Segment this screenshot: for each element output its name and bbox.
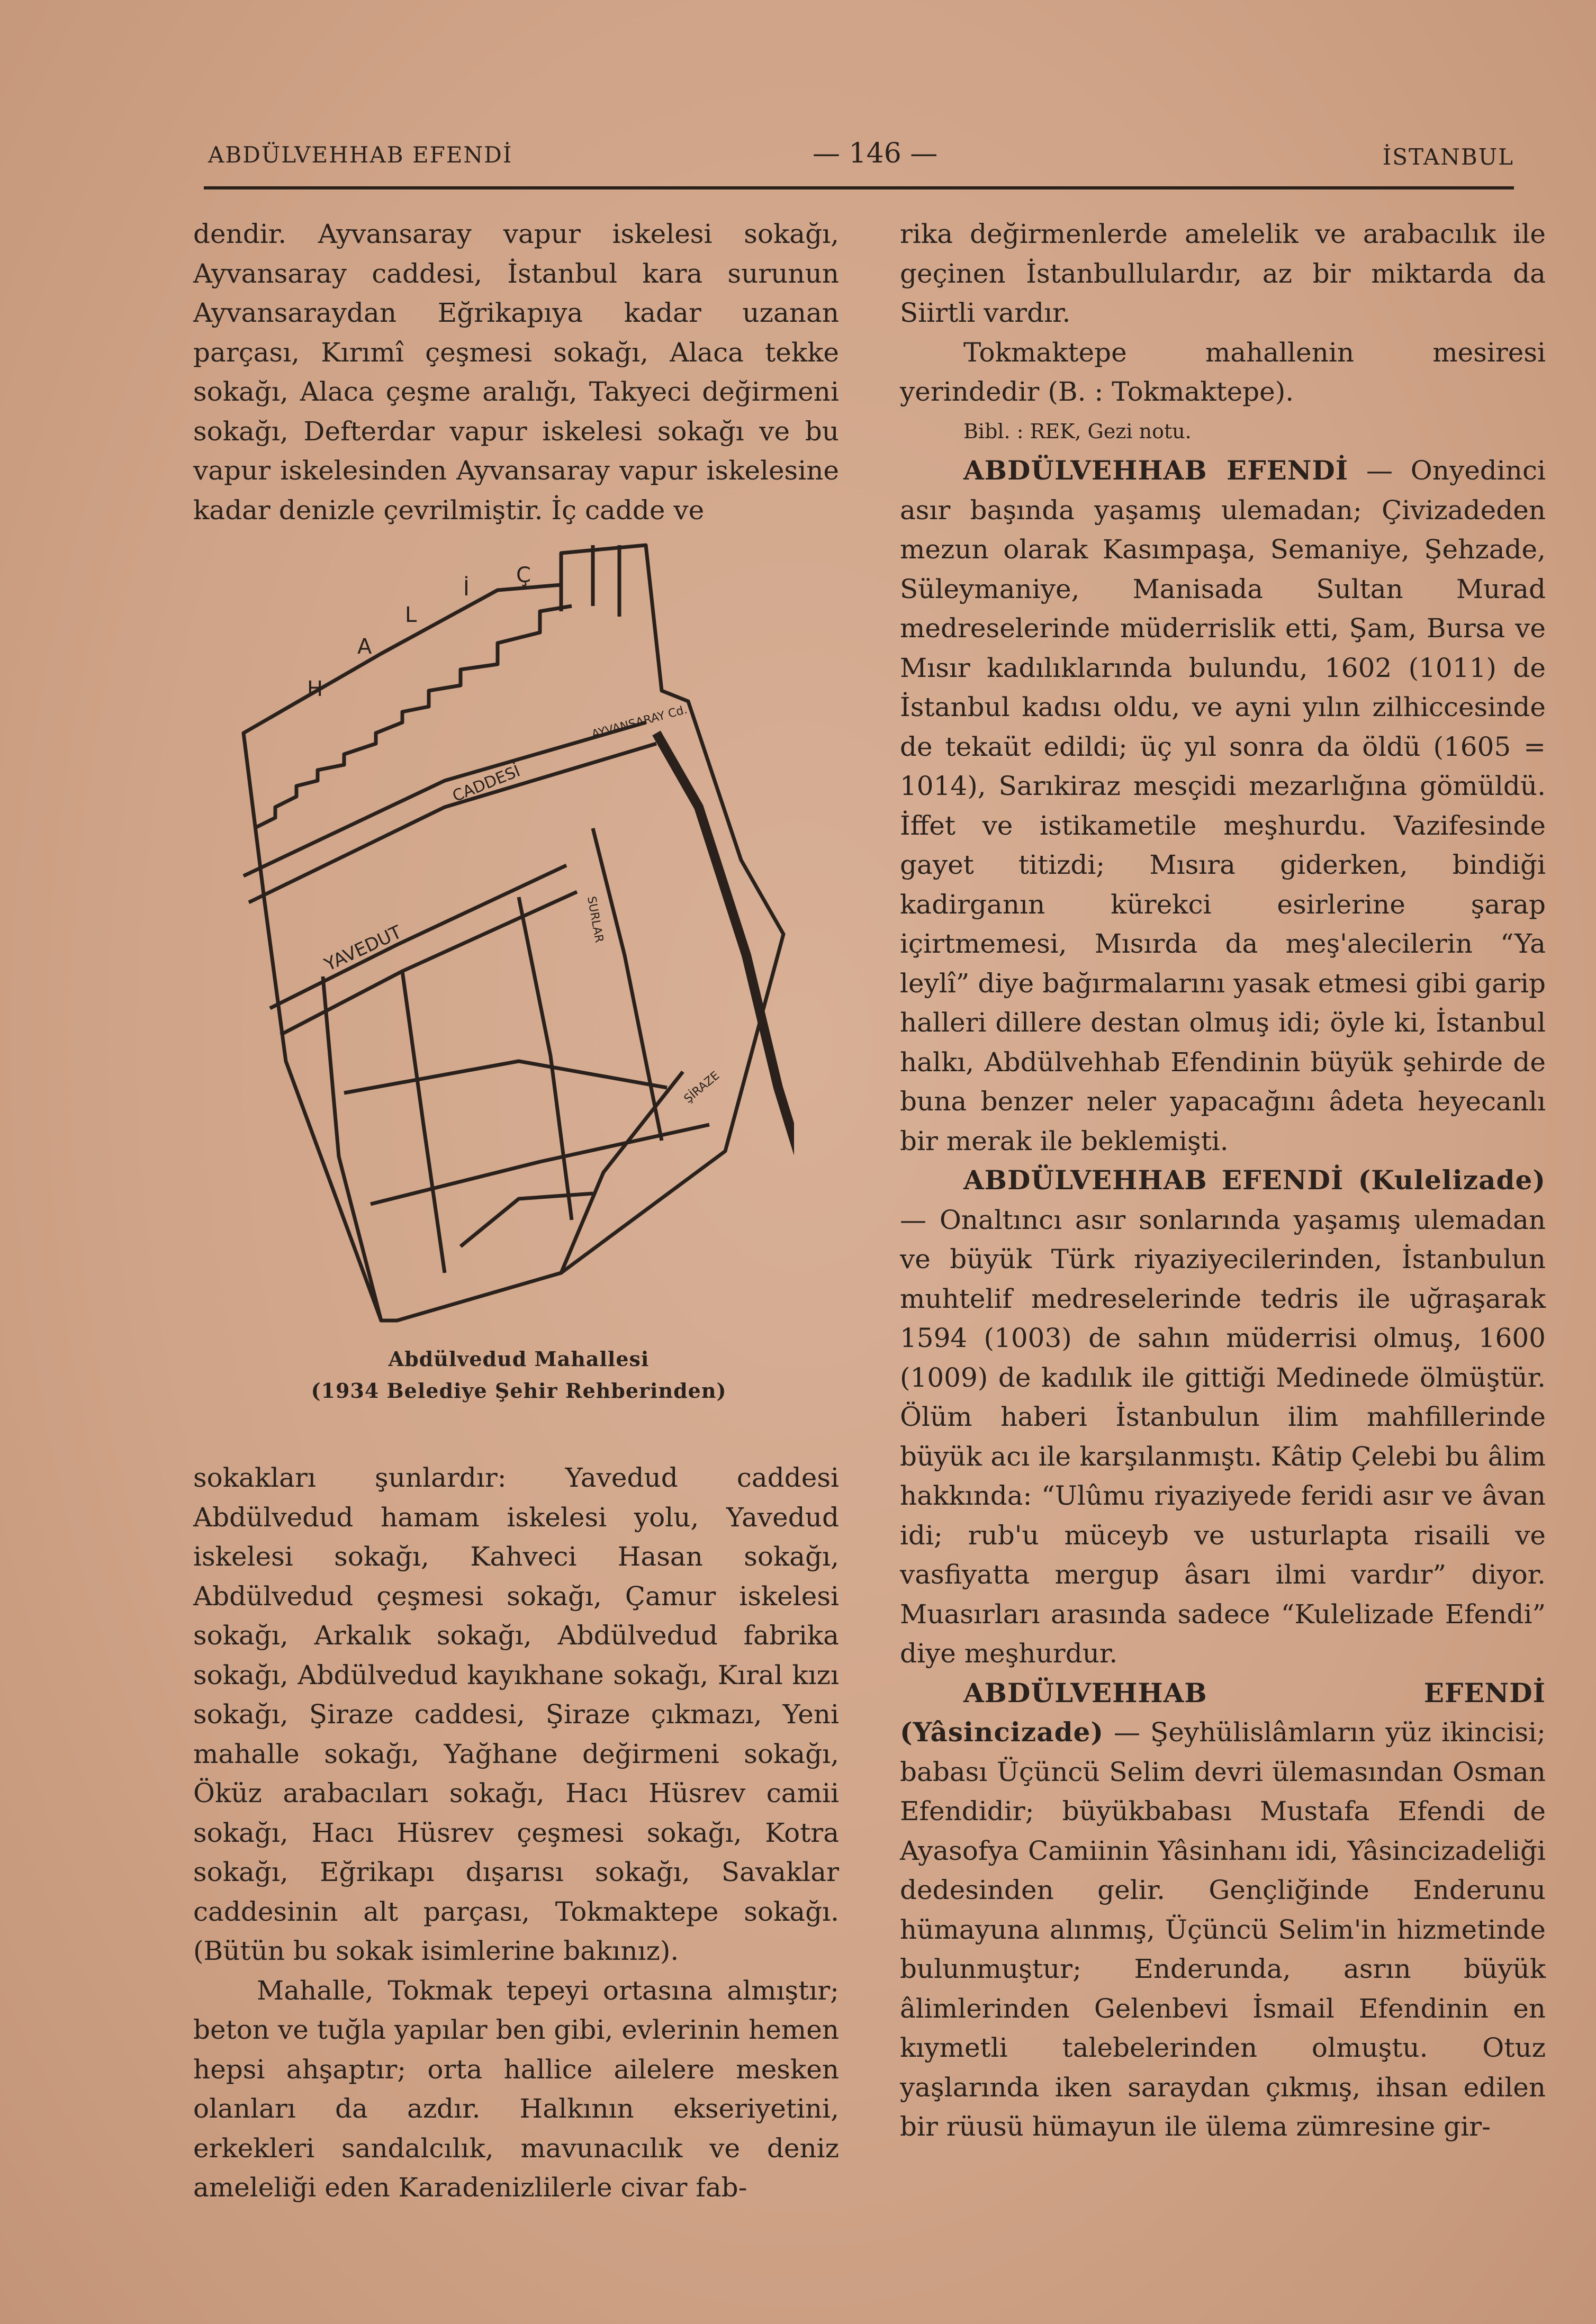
running-head-left: ABDÜLVEHHAB EFENDİ xyxy=(208,142,513,168)
map-label-caddesi: CADDESİ xyxy=(449,762,523,806)
map-street xyxy=(593,828,662,1141)
map-figure xyxy=(222,532,794,1342)
paragraph: Mahalle, Tokmak tepeyi ortasına almıştır; beton ve tuğla yapılar ben gibi, evlerinin hemen hepsi ahşaptır; orta hallice ailelere mesken olanları da azdır. Halkının ekseriyetini, erkekleri sandalcılık, mavunacılık ve deniz ameleliği eden Karadenizlilerle civar fab- xyxy=(193,1975,839,2203)
paragraph: Tokmaktepe mahallenin mesiresi yerindedir (B. : Tokmaktepe). xyxy=(900,337,1546,407)
map-street xyxy=(461,1193,593,1246)
paragraph: rika değirmenlerde amelelik ve arabacılık ile geçinen İstanbullulardır, az bir miktarda da Siirtli vardır. xyxy=(900,219,1546,328)
entry-text: — Onyedinci asır başında yaşamış ulemadan; Çivizadeden mezun olarak Kasımpaşa, Semaniye, Şehzade, Süleymaniye, Manisada Sultan Murad medreselerinde müderrislik etti, Şam, Bursa ve Mısır kadılıklarında bulundu, 1602 (1011) de İstanbul kadısı oldu, ve ayni yılın zilhiccesinde de tekaüt edildi; üç yıl sonra da öldü (1605 = 1014), Sarıkiraz mesçidi mezarlığına gömüldü. İffet ve istikametile meşhurdu. Vazifesinde gayet titizdi; Mısıra giderken, bindiği kadirganın kürekci esirlerine şarap içirtmemesi, Mısırda da meş'alecilerin “Ya leylî” diye bağırmalarını yasak etmesi gibi garip halleri dillere destan olmuş idi; öyle ki, İstanbul halkı, Abdülvehhab Efendinin büyük şehirde de buna benzer neler yapacağını âdeta heyecanlı bir merak ile beklemişti. xyxy=(900,455,1546,1156)
map-label-side1: SURLAR xyxy=(584,895,606,944)
entry-text: — Onaltıncı asır sonlarında yaşamış ulemadan ve büyük Türk riyaziyecilerinden, İstanbulun muhtelif medreselerinde tedris ile uğraşarak 1594 (1003) de sahın müderrisi olmuş, 1600 (1009) de kadılık ile gittiği Medinede ölmüştür. Ölüm haberi İstanbulun ilim mahfillerinde büyük acı ile karşılanmıştı. Kâtip Çelebi bu âlim hakkında: “Ulûmu riyaziyede feridi asır ve âvan idi; rub'u müceyb ve usturlapta risaili ve vasfiyatta mergup âsarı ilmi vardır” diyor. Muasırları arasında sadece “Kulelizade Efendi” diye meşhurdur. xyxy=(900,1204,1546,1669)
header-rule xyxy=(204,186,1514,189)
right-column xyxy=(900,214,1546,2147)
entry-text: — Şeyhülislâmların yüz ikincisi; babası Üçüncü Selim devri ülemasından Osman Efendidir; büyükbabası Mustafa Efendi de Ayasofya Camiinin Yâsinhanı idi, Yâsincizadeliği dedesinden gelir. Gençliğinde Enderunu hümayuna alınmış, Üçüncü Selim'in hizmetinde bulunmuştur; Enderunda, asrın büyük âlimlerinden Gelenbevi İsmail Efendinin en kıymetli talebelerinden olmuştu. Otuz yaşlarında iken saraydan çıkmış, ihsan edilen bir rüusü hümayun ile ülema zümresine gir- xyxy=(900,1717,1546,2142)
map-caption-title: Abdülvedud Mahallesi xyxy=(388,1347,650,1371)
entry-title: ABDÜLVEHHAB EFENDİ xyxy=(963,455,1349,486)
map-street xyxy=(402,971,445,1273)
page-number: — 146 — xyxy=(813,138,938,169)
entry-title: ABDÜLVEHHAB EFENDİ (Kulelizade) xyxy=(963,1164,1546,1196)
map-street xyxy=(519,897,572,1220)
entry-abdulvehhab-yasincizade xyxy=(900,1674,1546,2147)
map-label-halic: H A L İ Ç xyxy=(307,563,531,701)
left-column-bottom xyxy=(193,1458,839,2208)
map-label-ayvansaray: AYVANSARAY Cd. xyxy=(590,703,689,741)
map-road xyxy=(249,744,656,902)
paragraph: dendir. Ayvansaray vapur iskelesi sokağı, Ayvansaray caddesi, İstanbul kara surunun Ayvansaraydan Eğrikapıya kadar uzanan parçası, Kırımî çeşmesi sokağı, Alaca tekke sokağı, Alaca çeşme aralığı, Takyeci değirmeni sokağı, Defterdar vapur iskelesi sokağı ve bu vapur iskelesinden Ayvansaray vapur iskelesine kadar denizle çevrilmiştir. İç cadde ve xyxy=(193,219,839,526)
entry-title: ABDÜLVEHHAB EFENDİ (Yâsincizade) xyxy=(900,1677,1546,1748)
map-street xyxy=(561,1072,683,1273)
map-caption-source: (1934 Belediye Şehir Rehberinden) xyxy=(311,1379,727,1403)
page-header xyxy=(204,138,1514,175)
left-column-top xyxy=(193,214,839,530)
map-road xyxy=(244,722,646,876)
city-wall xyxy=(656,733,794,1156)
entry-abdulvehhab-kulelizade xyxy=(900,1161,1546,1674)
map-label-side2: ŞİRAZE xyxy=(681,1069,723,1106)
running-head-right: İSTANBUL xyxy=(1382,144,1514,170)
map-street xyxy=(323,976,381,1321)
paragraph: sokakları şunlardır: Yavedud caddesi Abdülvedud hamam iskelesi yolu, Yavedud iskelesi sokağı, Kahveci Hasan sokağı, Abdülvedud çeşmesi sokağı, Çamur iskelesi sokağı, Arkalık sokağı, Abdülvedud fabrika sokağı, Abdülvedud kayıkhane sokağı, Kıral kızı sokağı, Şiraze caddesi, Şiraze çıkmazı, Yeni mahalle sokağı, Yağhane değirmeni sokağı, Öküz arabacıları sokağı, Hacı Hüsrev camii sokağı, Hacı Hüsrev çeşmesi sokağı, Kotra sokağı, Eğrikapı dışarısı sokağı, Savaklar caddesinin alt parçası, Tokmaktepe sokağı. (Bütün bu sokak isimlerine bakınız). xyxy=(193,1462,839,1966)
neighborhood-map xyxy=(222,532,794,1342)
entry-abdulvehhab-1 xyxy=(900,451,1546,1161)
map-street xyxy=(344,1061,667,1093)
map-road xyxy=(270,865,566,1008)
map-label-yavedut: YAVEDUT xyxy=(321,921,405,976)
map-street xyxy=(371,1125,709,1204)
bibliography-note: Bibl. : REK, Gezi notu. xyxy=(963,419,1192,443)
